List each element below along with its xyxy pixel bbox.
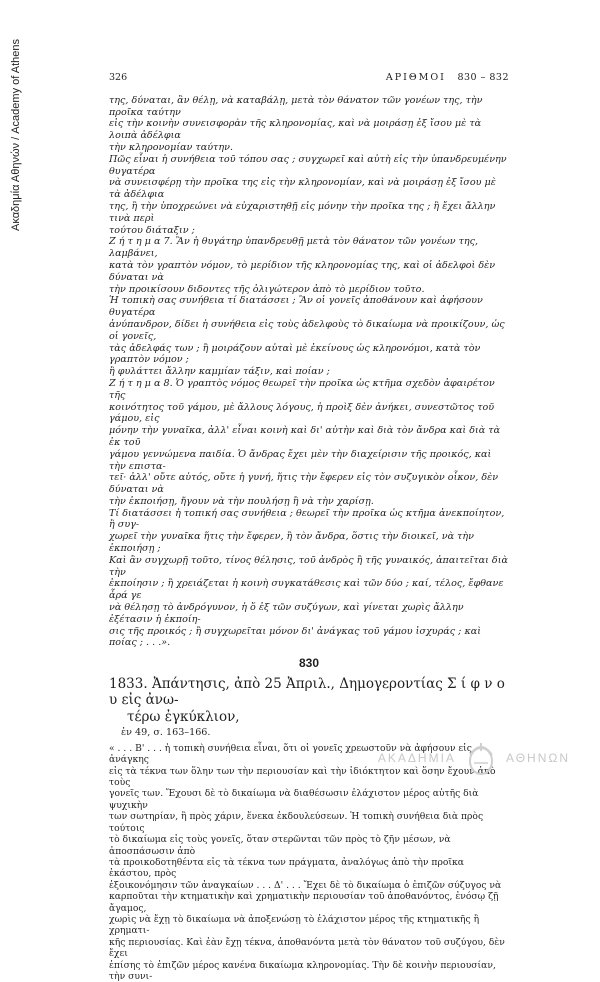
entry-heading xyxy=(109,676,509,725)
quote-line: κῆς περιουσίας. Καὶ ἐὰν ἔχῃ τέκνα, ἀποθανόντα μετὰ τὸν θάνατον τοῦ συζύγου, δὲν ἔχει xyxy=(109,936,505,960)
quote-line: των σωτηρίαν, ἢ πρὸς χάριν, ἕνεκα ἐκδουλεύσεων. Ἡ τοπικὴ συνήθεια διὰ πρὸς τούτοις xyxy=(109,811,484,834)
text-line: μόνην τὴν γυναῖκα, ἀλλ' εἶναι κοινὴ καὶ δι' αὐτὴν καὶ διὰ τὸν ἄνδρα καὶ διὰ τὰ ἐκ τοῦ xyxy=(109,425,501,448)
text-line: Ζ ή τ η μ α 8. Ὁ γραπτὸς νόμος θεωρεῖ τὴν προῖκα ὡς κτῆμα σχεδὸν ἀφαιρέτον τῆς xyxy=(109,377,495,401)
text-line: ἐκποίησιν ; ἢ χρειάζεται ἡ κοινὴ συγκατάθεσις καὶ τῶν δύο ; καί, τέλος, ἔφθανε ἆρά γε xyxy=(109,578,504,602)
quote-line: χωρὶς νὰ ἔχῃ τὸ δικαίωμα νὰ ἀποξενώσῃ τὸ ἐλάχιστον μέρος τῆς κτηματικῆς ἢ χρηματι- xyxy=(109,913,480,937)
quote-line: καρποῦται τὴν κτηματικὴν καὶ χρηματικὴν περιουσίαν τοῦ ἀποθανόντος, ἐνόσῳ ζῇ ἄγαμος, xyxy=(109,891,499,914)
watermark-right-text: ΑΘΗΝΩΝ xyxy=(505,751,570,765)
text-line: Τί διατάσσει ἡ τοπική σας συνήθεια ; θεωρεῖ τὴν προῖκα ὡς κτῆμα ἀνεκποίητον, ἢ συγ- xyxy=(109,507,505,531)
body-text xyxy=(109,95,509,649)
text-line: Καὶ ἂν συγχωρῇ τοῦτο, τίνος θέλησις, τοῦ ἀνδρὸς ἢ τῆς γυναικός, ἀπαιτεῖται διὰ τὴν xyxy=(109,554,508,578)
text-line: κοινότητος τοῦ γάμου, μὲ ἄλλους λόγους, ἡ προὶξ δὲν ἀνήκει, συνεστῶτος τοῦ γάμου, εἰς xyxy=(109,401,495,425)
text-line: Ζ ή τ η μ α 7. Ἂν ἡ θυγάτηρ ὑπανδρευθῇ μετὰ τὸν θάνατον τῶν γονέων της, λαμβάνει, xyxy=(109,236,479,260)
athena-helmet-icon xyxy=(464,739,498,777)
quoted-text xyxy=(109,743,509,982)
text-line: Πῶς εἶναι ἡ συνήθεια τοῦ τόπου σας ; συγχωρεῖ καὶ αὐτὴ εἰς τὴν ὑπανδρευμένην θυγατέρα xyxy=(109,153,507,177)
entry-line: τέρω ἐγκύκλιον, xyxy=(127,709,240,726)
page-number: 326 xyxy=(109,72,128,83)
text-line: γάμου γεννώμενα παιδία. Ὁ ἄνδρας ἔχει μὲν τὴν διαχείρισιν τῆς προικός, καὶ τὴν επιστα- xyxy=(109,448,492,472)
running-head-title: ΑΡΙΘΜΟΙ xyxy=(385,72,446,83)
text-line: τὴν ἐκποιήσῃ, ἤγουν νὰ τὴν πουλήσῃ ἢ νὰ τὴν χαρίσῃ. xyxy=(109,495,374,507)
running-head xyxy=(386,72,509,84)
text-line: τὴν προικίσουν διδοντες τῆς ὀλιγώτερον ἀπὸ τὸ μερίδιον τοῦτο. xyxy=(109,283,425,295)
quote-line: ἐξοικονόμησιν τῶν ἀναγκαίων . . . Δ' . . . Ἔχει δὲ τὸ δικαίωμα ὁ ἐπιζῶν σύζυγος νὰ xyxy=(109,879,502,891)
entry-line: 1833. Ἀπάντησις, ἀπὸ 25 Ἀπριλ., Δημογεροντίας Σ ί φ ν ο υ εἰς ἀνω- xyxy=(109,676,505,709)
quote-line: γονεῖς των. Ἔχουσι δὲ τὸ δικαίωμα νὰ διαθέσωσιν ἐλάχιστον μέρος αὐτῆς διὰ ψυχικὴν xyxy=(109,788,479,811)
text-line: νὰ θέλησῃ τὸ ἀνδρόγυνον, ἡ ὅ ἐξ τῶν συζύγων, καὶ γίνεται χωρὶς ἄλλην ἐξέτασιν ἡ ἐκποίη- xyxy=(109,602,464,625)
quote-line: εἰς τὰ τέκνα των ὅλην των τὴν περιουσίαν καὶ τὴν ἰδιόκτητον καὶ ὅσην ἔχουν ἀπὸ τοὺς xyxy=(109,765,496,789)
quote-line: « . . . Β' . . . ἡ τοπικὴ συνήθεια εἶναι, ὅτι οἱ γονεῖς χρεωστοῦν νὰ ἀφήσουν εἰς ἀνάγκης xyxy=(109,742,472,766)
academy-watermark xyxy=(378,739,570,777)
text-line: κατὰ τὸν γραπτὸν νόμον, τὸ μερίδιον τῆς κληρονομίας της, καὶ οἱ ἀδελφοὶ δὲν δύναται νὰ xyxy=(109,259,496,283)
document-page xyxy=(109,72,509,982)
quote-line: τὸ δικαίωμα εἰς τοὺς γονεῖς, ὅταν στερῶνται τῶν πρὸς τὸ ζῆν μέσων, νὰ ἀποσπάσωσιν ἀπὸ xyxy=(109,834,451,857)
archive-sidebar-label xyxy=(6,40,26,230)
text-line: της, ἢ τὴν ὑποχρεώνει νὰ εὐχαριστηθῇ εἰς μόνην τὴν προῖκα της ; ἢ ἔχει ἄλλην τινὰ περὶ xyxy=(109,200,496,224)
text-line: ἢ φυλάττει ἄλλην καμμίαν τάξιν, καὶ ποίαν ; xyxy=(109,366,330,378)
archive-label-text: Ακαδημία Αθηνών / Academy of Athens xyxy=(10,38,23,232)
text-line: της, δύναται, ἂν θέλῃ, νὰ καταβάλῃ, μετὰ τὸν θάνατον τῶν γονέων της, τὴν προῖκα ταύτην xyxy=(109,94,483,118)
watermark-left-text: ΑΚΑΔΗΜΙΑ xyxy=(377,751,456,765)
text-line: τὰς ἀδελφάς των ; ἢ μοιράζουν αὐταὶ μὲ ἐκείνους ὡς κληρονόμοι, κατὰ τὸν γραπτὸν νόμον ; xyxy=(109,342,481,366)
text-line: τὴν κληρονομίαν ταύτην. xyxy=(109,141,233,153)
quote-line: ἐπίσης τὸ ἐπιζῶν μέρος κανένα δικαίωμα κληρονομίας. Τὴν δὲ κοινὴν περιουσίαν, τὴν συνι- xyxy=(109,959,496,982)
entry-reference: ἐν 49, σ. 163–166. xyxy=(121,727,211,739)
quote-line: τὰ προικοδοτηθέντα εἰς τὰ τέκνα των πράγματα, ἀναλόγως ἀπὸ τὴν προῖκα ἑκάστου, πρὸς xyxy=(109,856,464,880)
text-line: Ἡ τοπικὴ σας συνήθεια τί διατάσσει ; Ἂν οἱ γονεῖς ἀποθάνουν καὶ ἀφήσουν θυγατέρα xyxy=(109,295,483,319)
text-line: χωρεῖ τὴν γυναῖκα ἥτις τὴν ἔφερεν, ἢ τὸν ἄνδρα, ὅστις τὴν διοικεῖ, νὰ τὴν ἐκποιήσῃ ; xyxy=(109,531,474,555)
text-line: εἰς τὴν κοινὴν συνεισφορὰν τῆς κληρονομίας, καὶ νὰ μοιράσῃ ἐξ ἴσου μὲ τὰ λοιπὰ ἀδέλφια xyxy=(109,118,482,142)
text-line: ἀνύπανδρον, δίδει ἡ συνήθεια εἰς τοὺς ἀδελφοὺς τὸ δικαίωμα νὰ προικίζουν, ὡς οἱ γονεῖς, xyxy=(109,318,505,342)
page-header xyxy=(109,72,509,84)
section-number: 830 xyxy=(298,656,320,671)
running-head-range: 830 – 832 xyxy=(457,72,509,83)
text-line: σις τῆς προικός ; ἢ συγχωρεῖται μόνον δι' ἀνάγκας τοῦ γάμου ἰσχυράς ; καὶ ποίας ; . . .». xyxy=(109,625,481,649)
text-line: τούτου διάταξιν ; xyxy=(109,224,195,236)
text-line: νὰ συνεισφέρῃ τὴν προῖκα της εἰς τὴν κληρονομίαν, καὶ νὰ μοιράσῃ ἐξ ἴσου μὲ τὰ ἀδέλφια xyxy=(109,177,496,201)
text-line: τεῖ· ἀλλ' οὔτε αὐτός, οὔτε ἡ γυνή, ἥτις τὴν ἔφερεν εἰς τὸν συζυγικὸν οἶκον, δὲν δύναται νὰ xyxy=(109,472,499,496)
